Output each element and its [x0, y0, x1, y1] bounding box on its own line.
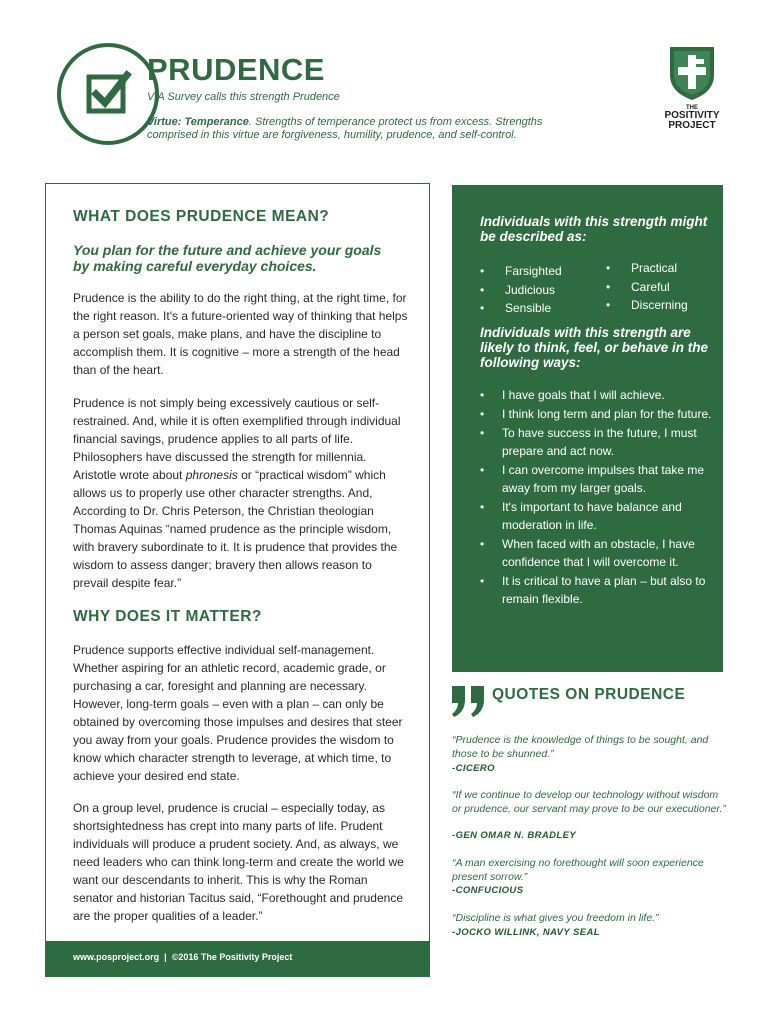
list-item: • Judicious — [480, 281, 562, 300]
meaning-lead: You plan for the future and achieve your goals by making careful everyday choices. — [73, 242, 382, 274]
matter-paragraph-1: Prudence supports effective individual self-management. Whether aspiring for an athletic record, academic grade, or purchasing a car, foresight and planning are necessary. However, long-term goals – even with a plan – can only be obtained by overcoming those impulses and desires that steer you away from your goals. Prudence provides the wisdom to know which character strength to leverage, at which time, to achieve your desired end state. — [73, 643, 403, 783]
quote-mark-icon — [450, 684, 488, 723]
list-item: • I have goals that I will achieve. — [480, 386, 715, 404]
list-item: • It is critical to have a plan – but also to remain flexible. — [480, 572, 715, 608]
behave-heading: Individuals with this strength are likely to think, feel, or behave in the following ways: — [480, 325, 709, 370]
list-item: • It's important to have balance and moderation in life. — [480, 498, 715, 534]
virtue-text: . Strengths of temperance protect us from excess. Strengths comprised in this virtue are forgiveness, humility, prudence, and self-control. — [147, 116, 543, 141]
matter-paragraph-2: On a group level, prudence is crucial – especially today, as shortsightedness has crept into many parts of life. Prudent individuals will produce a prudent society. And, as always, we need leaders who can think long-term and create the world we want our descendants to inherit. This is why the Roman senator and historian Tacitus said, “Forethought and prudence are the proper qualities of a leader.” — [73, 801, 404, 923]
list-item: • When faced with an obstacle, I have confidence that I will overcome it. — [480, 535, 715, 571]
meaning-paragraph-2 — [73, 394, 408, 592]
quote-text-2: “If we continue to develop our technology without wisdom or prudence, our servant may prove to be our executioner.” — [452, 789, 726, 815]
page-subtitle: VIA Survey calls this strength Prudence — [147, 91, 340, 103]
left-panel — [45, 183, 430, 977]
behave-list — [480, 386, 715, 609]
shield-cross-icon — [668, 45, 716, 101]
list-item: • I can overcome impulses that take me away from my larger goals. — [480, 461, 715, 497]
meaning-paragraph-1: Prudence is the ability to do the right thing, at the right time, for the right reason. It's a future-oriented way of thinking that helps a person set goals, make plans, and have the discipline to accomplish them. It is cognitive – more a strength of the head than of the heart. — [73, 291, 408, 377]
list-item: • I think long term and plan for the future. — [480, 405, 715, 423]
described-heading: Individuals with this strength might be described as: — [480, 214, 708, 244]
meaning-p2-end: or “practical wisdom” which allows us to properly use other character strengths. And, According to Dr. Chris Peterson, the Christian theologian Thomas Aquinas “named prudence as the principle wisdom, with bravery subordinate to it. It is prudence that provides the wisdom to assess danger; bravery then allows reason to prevail despite fear.” — [73, 468, 398, 590]
right-panel — [452, 185, 723, 672]
list-item: • Careful — [606, 278, 688, 297]
meaning-p2-start: Prudence is not simply being excessively cautious or self-restrained. And, while it is often exemplified through individual financial savings, prudence applies to all parts of life. Philosophers have discussed the strength for millennia. Aristotle wrote about — [73, 396, 401, 482]
quote-text-3: “A man exercising no forethought will soon experience present sorrow.” — [452, 857, 704, 883]
list-item: • Practical — [606, 259, 688, 278]
list-item: • To have success in the future, I must prepare and act now. — [480, 424, 715, 460]
quote-author-1: -CICERO — [452, 763, 495, 774]
list-item: • Discerning — [606, 296, 688, 315]
footer-text: www.posproject.org | ©2016 The Positivity Project — [73, 952, 293, 962]
list-item: • Sensible — [480, 299, 562, 318]
logo-line-1: THE — [686, 105, 698, 111]
meaning-heading: WHAT DOES PRUDENCE MEAN? — [73, 208, 330, 225]
matter-heading: WHY DOES IT MATTER? — [73, 608, 262, 625]
logo-line-3: PROJECT — [668, 120, 716, 131]
footer-bar — [46, 941, 429, 976]
checkbox-check-icon — [57, 43, 159, 145]
virtue-description — [147, 116, 567, 142]
traits-column-2 — [606, 259, 688, 315]
quote-text-4: “Discipline is what gives you freedom in life.” — [452, 912, 659, 924]
page-title: PRUDENCE — [147, 52, 325, 87]
positivity-project-logo — [654, 45, 730, 131]
logo-line-2: POSITIVITY — [664, 110, 720, 121]
list-item: • Farsighted — [480, 262, 562, 281]
meaning-p2-italic: phronesis — [185, 468, 238, 482]
quote-author-2: -GEN OMAR N. BRADLEY — [452, 830, 577, 841]
virtue-label: Virtue: Temperance — [147, 116, 249, 128]
quote-author-3: -CONFUCIOUS — [452, 885, 524, 896]
quote-author-4: -JOCKO WILLINK, NAVY SEAL — [452, 927, 600, 938]
traits-column-1 — [480, 262, 562, 318]
quotes-heading: QUOTES ON PRUDENCE — [492, 686, 686, 703]
quote-text-1: “Prudence is the knowledge of things to be sought, and those to be shunned.” — [452, 734, 709, 760]
